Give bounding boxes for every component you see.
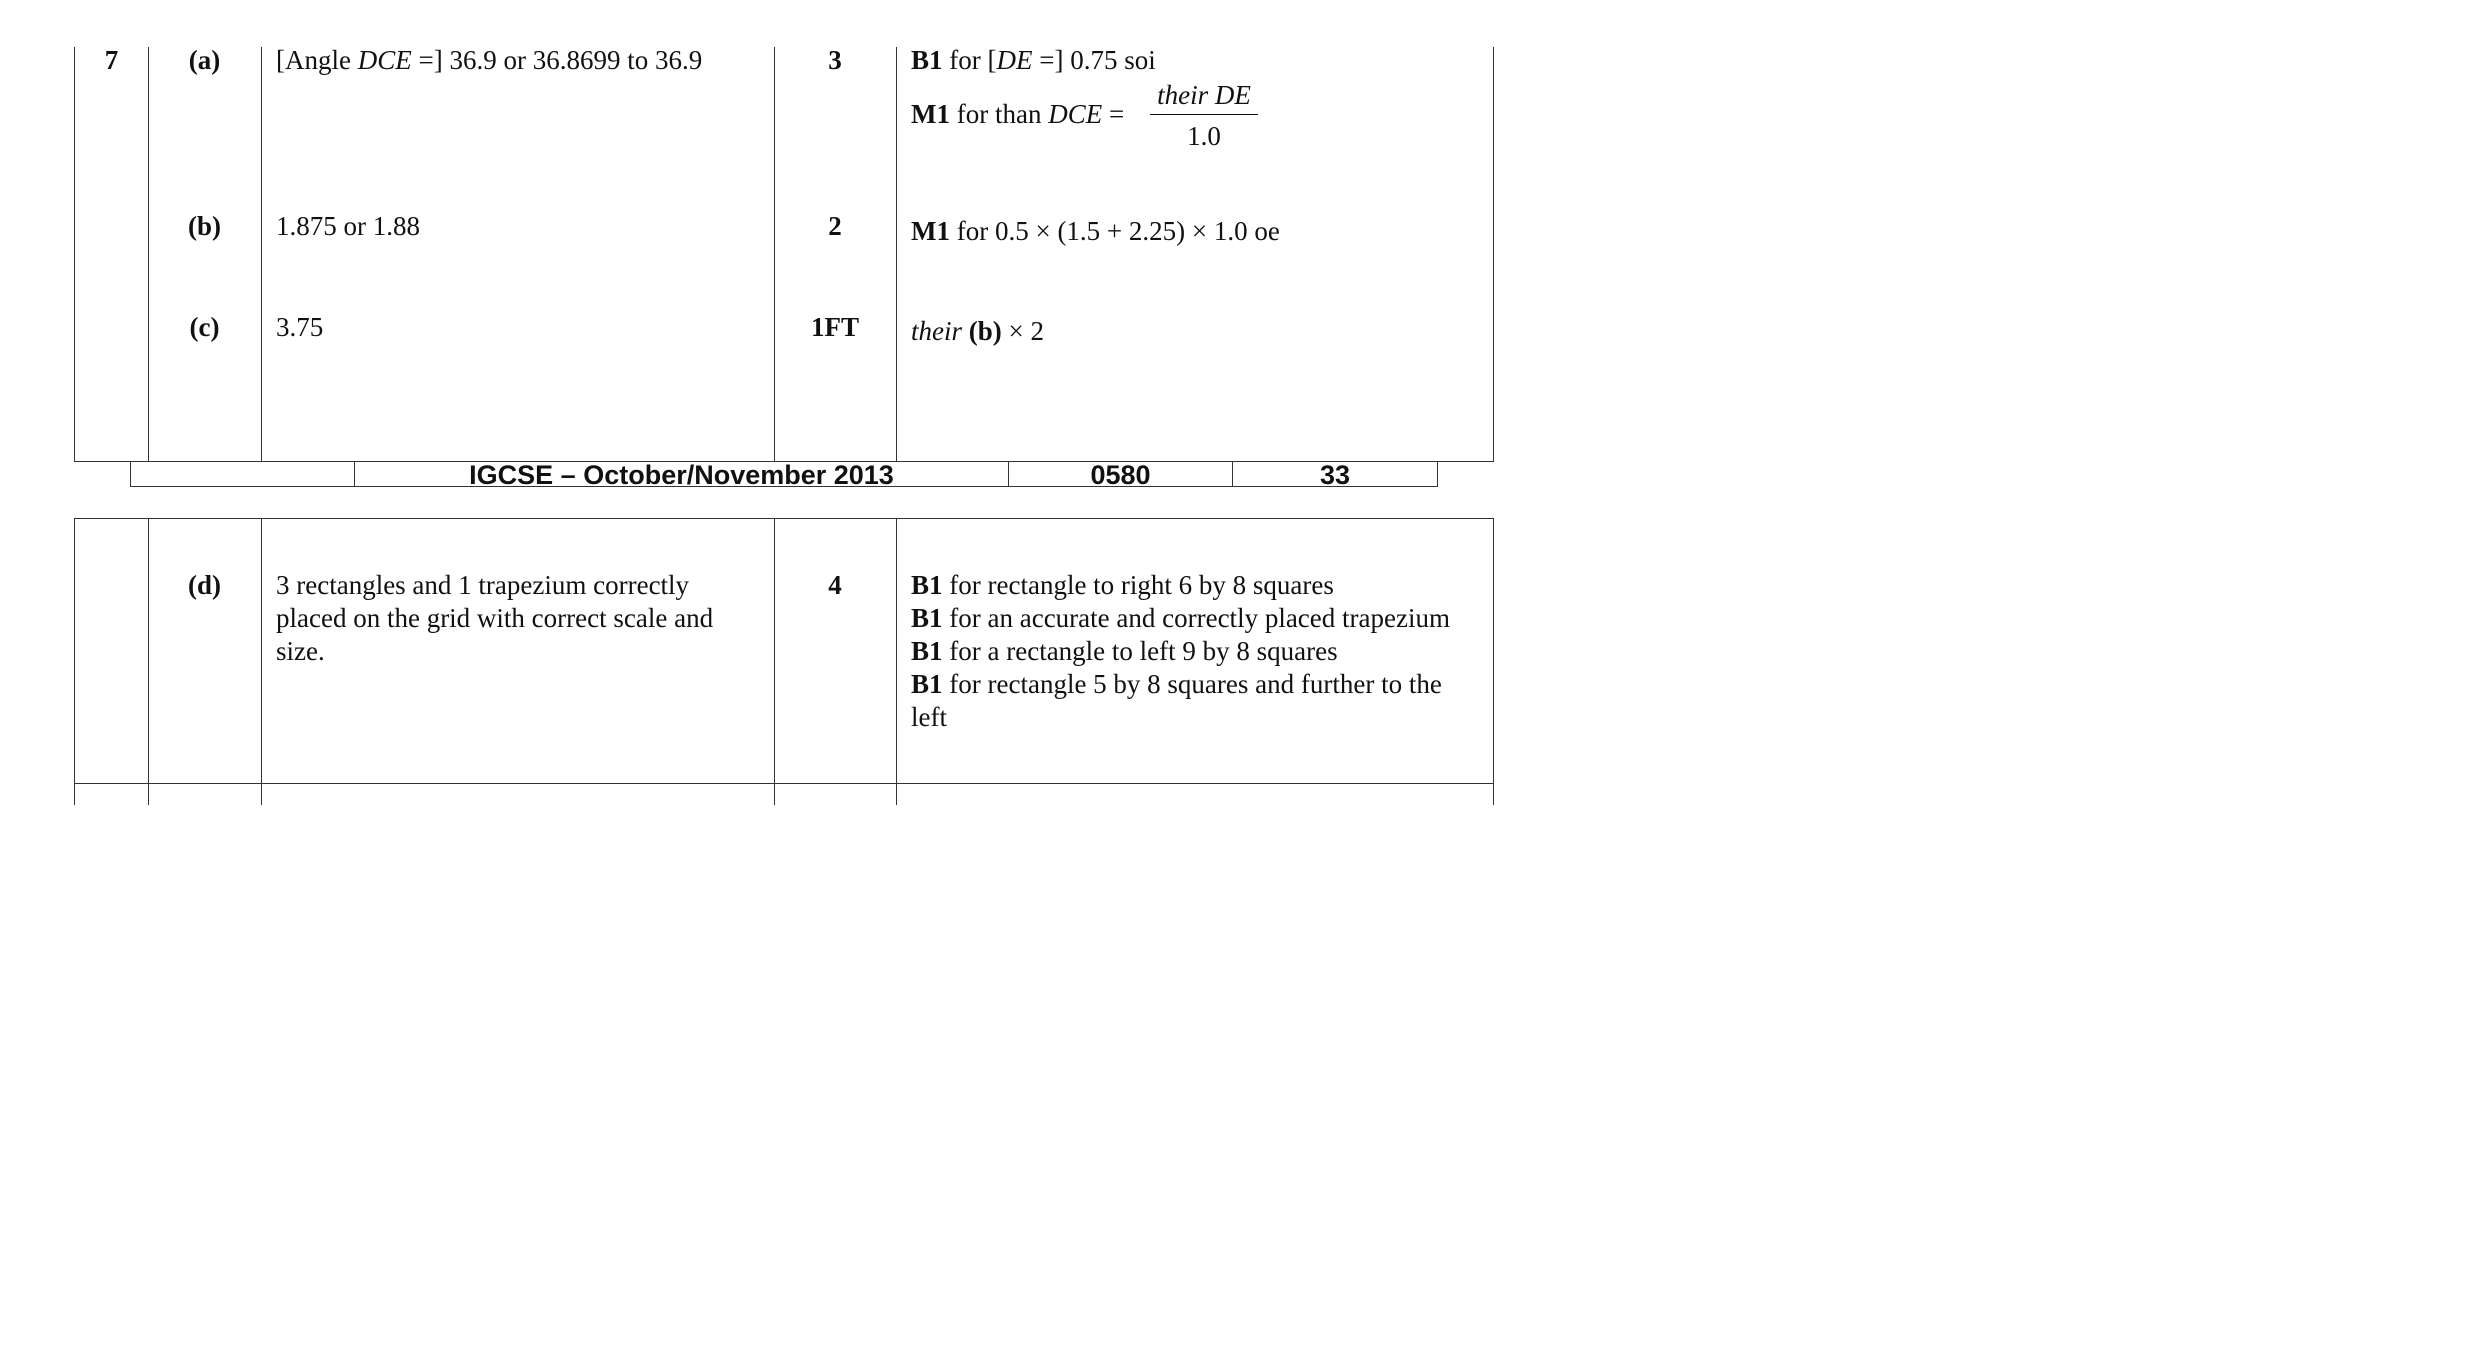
- guidance-line: B1 for an accurate and correctly placed trapezium: [911, 603, 1450, 633]
- guidance-line: their (b) × 2: [911, 316, 1044, 346]
- guidance-line: B1 for a rectangle to left 9 by 8 squares: [911, 636, 1338, 666]
- table-border-right: [1493, 47, 1494, 462]
- table-column-divider: [774, 47, 775, 462]
- header-border-right: [1437, 462, 1438, 487]
- guidance-line: B1 for rectangle to right 6 by 8 squares: [911, 570, 1334, 600]
- syllabus-code: 0580: [1090, 462, 1151, 486]
- part-label: (c): [189, 312, 220, 342]
- part-label: (b): [188, 211, 221, 241]
- guidance-line: M1 for 0.5 × (1.5 + 2.25) × 1.0 oe: [911, 216, 1280, 246]
- guidance-line: M1 for than DCE =: [911, 99, 1125, 129]
- table-row-divider: [74, 783, 1494, 784]
- guidance-line: B1 for rectangle 5 by 8 squares and further to the left: [911, 669, 1442, 732]
- fraction-numerator: their DE: [1157, 80, 1251, 110]
- table-column-divider: [896, 47, 897, 462]
- answer-text: 1.875 or 1.88: [276, 211, 420, 241]
- fraction: [1150, 80, 1258, 151]
- exam-session: IGCSE – October/November 2013: [469, 462, 894, 486]
- fraction-bar: [1150, 114, 1258, 115]
- mark-value: 2: [828, 211, 842, 241]
- mark-value: 1FT: [810, 312, 859, 342]
- part-label: (d): [188, 570, 221, 600]
- question-number: 7: [104, 45, 119, 75]
- header-border-left: [130, 462, 131, 487]
- table-column-divider: [148, 47, 149, 462]
- table-border-top: [74, 518, 1494, 519]
- guidance-line: B1 for [DE =] 0.75 soi: [911, 45, 1156, 75]
- table-border-left: [74, 47, 75, 462]
- table-border-right: [1493, 518, 1494, 805]
- table-column-divider: [774, 518, 775, 805]
- mark-value: 3: [828, 45, 842, 75]
- table-border-left: [74, 518, 75, 805]
- table-column-divider: [148, 518, 149, 805]
- table-column-divider: [261, 47, 262, 462]
- table-column-divider: [261, 518, 262, 805]
- answer-text: 3 rectangles and 1 trapezium correctly placed on the grid with correct scale and size.: [276, 570, 714, 666]
- part-label: (a): [188, 45, 221, 75]
- mark-value: 4: [828, 570, 842, 600]
- answer-text: 3.75: [276, 312, 324, 342]
- table-column-divider: [896, 518, 897, 805]
- fraction-denominator: 1.0: [1187, 121, 1221, 151]
- guidance-list: [911, 569, 1471, 734]
- header-border-bottom: [130, 486, 1438, 487]
- answer-text: [Angle DCE =] 36.9 or 36.8699 to 36.9: [276, 45, 703, 75]
- paper-number: 33: [1319, 462, 1351, 486]
